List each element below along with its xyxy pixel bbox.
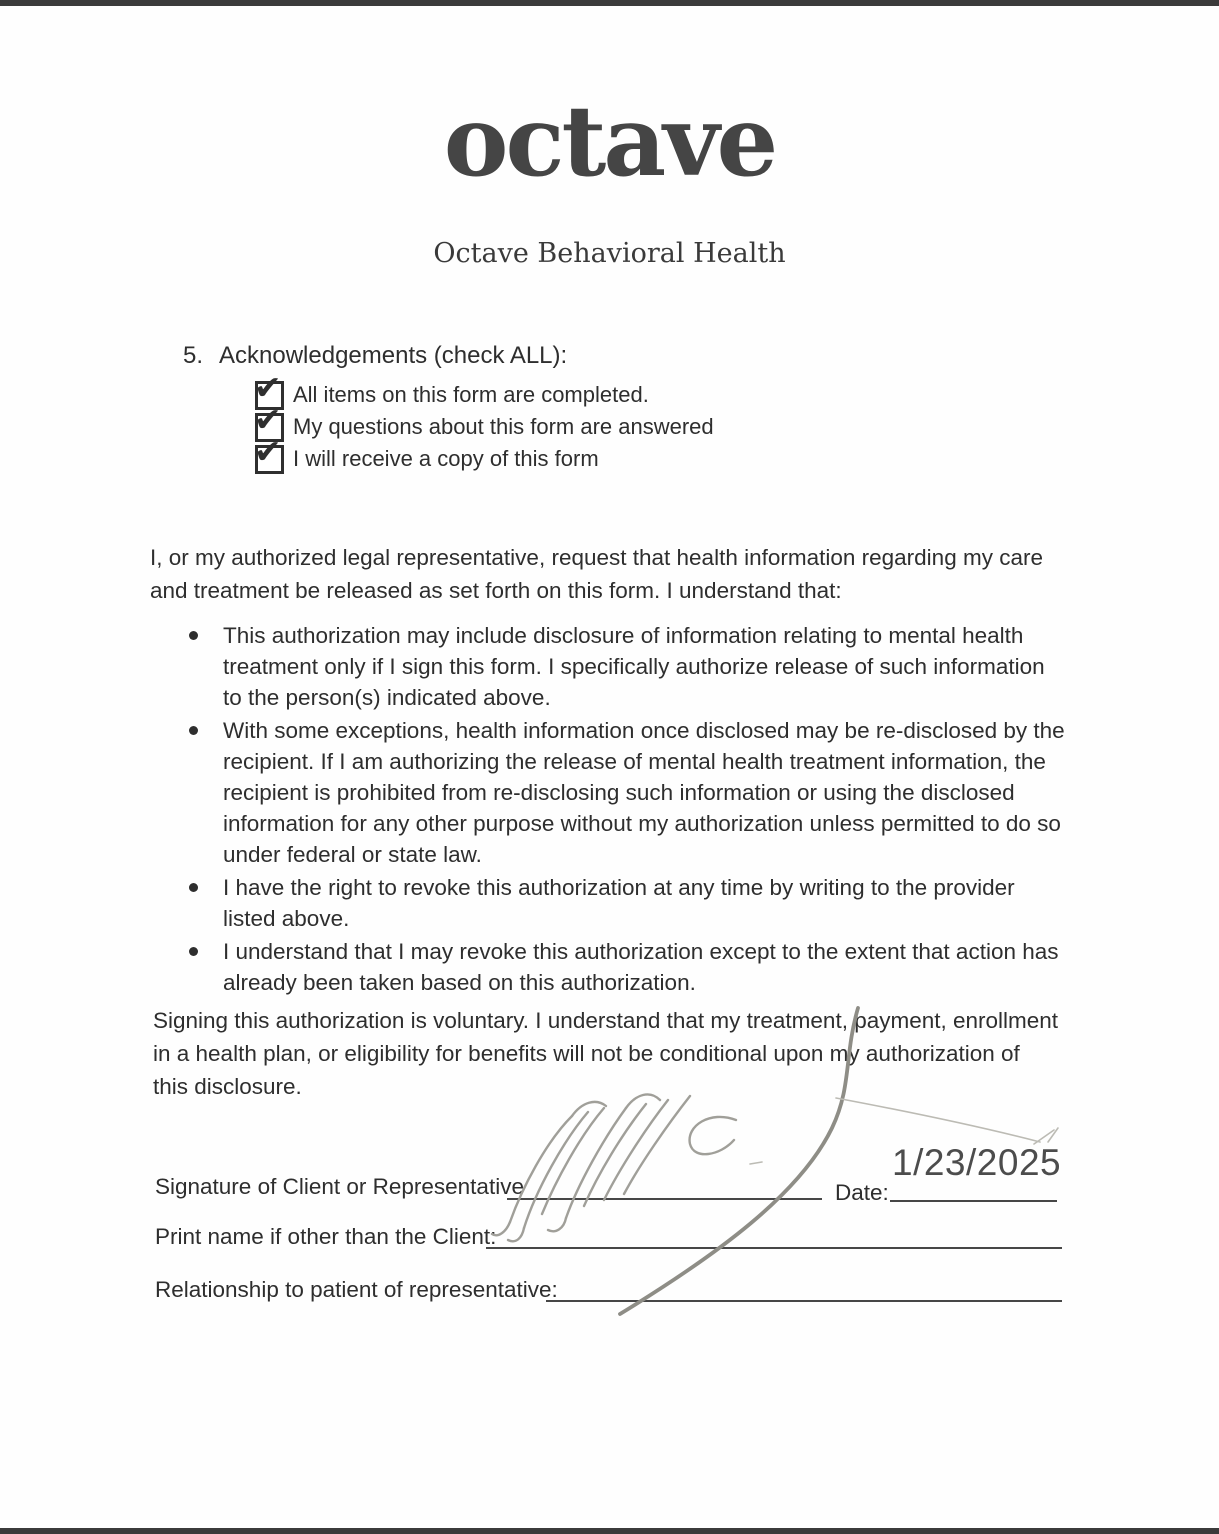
- acknowledgement-label: I will receive a copy of this form: [293, 446, 599, 471]
- handwritten-signature: [480, 1000, 1080, 1330]
- authorization-bullet-list: [187, 620, 1067, 1000]
- date-field-label: Date:: [835, 1180, 889, 1205]
- signature-field-label: Signature of Client or Representative: [155, 1174, 524, 1199]
- acknowledgement-item: [254, 431, 714, 475]
- octave-logo: octave: [443, 84, 776, 198]
- section-title: Acknowledgements (check ALL):: [219, 342, 568, 369]
- relationship-field-label: Relationship to patient of representative:: [155, 1277, 558, 1302]
- acknowledgement-list: [254, 367, 714, 475]
- date-value: 1/23/2025: [892, 1142, 1062, 1183]
- bullet-item: With some exceptions, health information once disclosed may be re-disclosed by the recipient. If I am authorizing the release of mental health treatment information, the recipient is prohibited from re-disclosing such information or using the disclosed information for any other purpose without my authorization unless permitted to do so under federal or state law.: [187, 715, 1067, 870]
- checkbox-receive-copy[interactable]: [254, 431, 284, 474]
- section-number: 5.: [183, 342, 204, 369]
- print-name-field-label: Print name if other than the Client:: [155, 1224, 497, 1249]
- bullet-item: I understand that I may revoke this authorization except to the extent that action has already been taken based on this authorization.: [187, 936, 1067, 998]
- acknowledgement-label: My questions about this form are answered: [293, 414, 714, 439]
- org-name: Octave Behavioral Health: [433, 238, 786, 269]
- acknowledgement-item: [254, 399, 714, 443]
- acknowledgement-item: [254, 367, 714, 411]
- intro-paragraph: I, or my authorized legal representative, request that health information regarding my care and treatment be released as set forth on this form. I understand that:: [150, 545, 1043, 603]
- scan-edge-bottom: [0, 1528, 1219, 1534]
- checkmark-icon: ✔: [254, 399, 282, 439]
- acknowledgements-heading: [183, 342, 714, 370]
- acknowledgements-section: [183, 342, 714, 475]
- bullet-item: I have the right to revoke this authorization at any time by writing to the provider listed above.: [187, 872, 1067, 934]
- checkmark-icon: ✔: [254, 431, 282, 471]
- checkmark-icon: ✔: [254, 367, 282, 407]
- bullet-item: This authorization may include disclosure of information relating to mental health treatment only if I sign this form. I specifically authorize release of such information to the person(s) indicated above.: [187, 620, 1067, 713]
- scan-edge-top: [0, 0, 1219, 6]
- voluntary-paragraph: Signing this authorization is voluntary. I understand that my treatment, payment, enrollment in a health plan, or eligibility for benefits will not be conditional upon my authorization of this disclosure.: [153, 1008, 1059, 1099]
- acknowledgement-label: All items on this form are completed.: [293, 382, 649, 407]
